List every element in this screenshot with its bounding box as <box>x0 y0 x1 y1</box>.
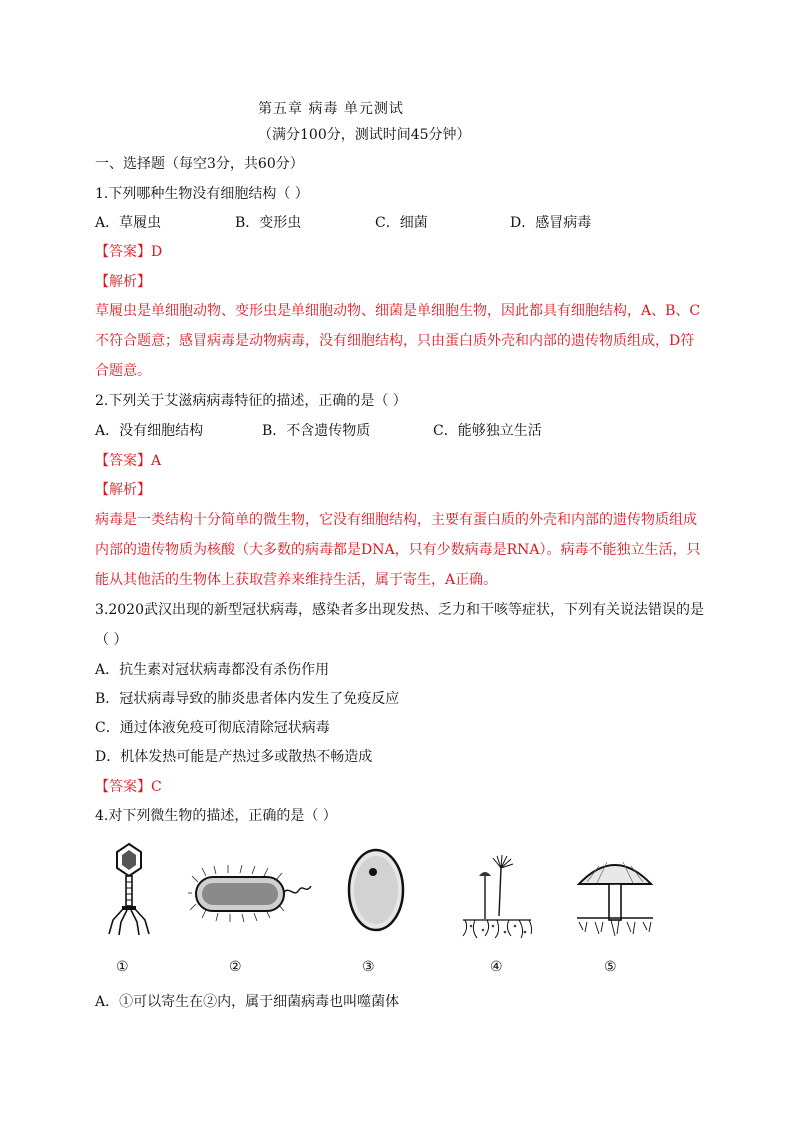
q1-analysis-line-3: 合题意。 <box>95 363 151 379</box>
q1-option-b: B．变形虫 <box>235 215 302 231</box>
bacterium-image <box>188 864 313 924</box>
figure-label-4: ④ <box>490 959 503 975</box>
question-4-stem: 4.对下列微生物的描述，正确的是（ ） <box>95 808 337 824</box>
section-heading: 一、选择题（每空3分，共60分） <box>95 156 304 172</box>
q1-analysis-line-2: 不符合题意；感冒病毒是动物病毒，没有细胞结构，只由蛋白质外壳和内部的遗传物质组成，D符 <box>95 333 695 349</box>
question-3-stem-paren: （ ） <box>95 632 128 648</box>
figure-label-2: ② <box>229 959 242 975</box>
figure-label-1: ① <box>116 959 129 975</box>
question-1-stem: 1.下列哪种生物没有细胞结构（ ） <box>95 186 309 202</box>
q2-analysis-line-1: 病毒是一类结构十分简单的微生物，它没有细胞结构，主要有蛋白质的外壳和内部的遗传物质组成 <box>95 512 697 528</box>
q2-option-b: B．不含遗传物质 <box>262 423 371 439</box>
q3-option-b: B．冠状病毒导致的肺炎患者体内发生了免疫反应 <box>95 691 400 707</box>
q3-option-d: D．机体发热可能是产热过多或散热不畅造成 <box>95 749 373 765</box>
bacteriophage-image <box>105 842 153 937</box>
mushroom-image <box>575 852 655 940</box>
q4-option-a: A．①可以寄生在②内，属于细菌病毒也叫噬菌体 <box>95 994 400 1010</box>
q2-analysis-label: 【解析】 <box>95 482 151 498</box>
q2-answer: 【答案】A <box>95 453 162 469</box>
q3-option-a: A．抗生素对冠状病毒都没有杀伤作用 <box>95 662 330 678</box>
q1-analysis-line-1: 草履虫是单细胞动物、变形虫是单细胞动物、细菌是单细胞生物，因此都具有细胞结构，A、B、C <box>95 303 701 319</box>
q2-option-c: C．能够独立生活 <box>433 423 542 439</box>
q1-analysis-label: 【解析】 <box>95 274 151 290</box>
question-2-stem: 2.下列关于艾滋病病毒特征的描述，正确的是（ ） <box>95 393 407 409</box>
page-title: 第五章 病毒 单元测试 <box>258 101 404 117</box>
q1-option-a: A．草履虫 <box>95 215 162 231</box>
yeast-cell-image <box>346 848 406 933</box>
question-3-stem: 3.2020武汉出现的新型冠状病毒，感染者多出现发热、乏力和干咳等症状，下列有关说法错误的是 <box>95 602 704 618</box>
q3-option-c: C．通过体液免疫可彻底清除冠状病毒 <box>95 720 330 736</box>
q2-analysis-line-3: 能从其他活的生物体上获取营养来维持生活，属于寄生，A正确。 <box>95 572 498 588</box>
figure-label-5: ⑤ <box>604 959 617 975</box>
q2-option-a: A．没有细胞结构 <box>95 423 204 439</box>
q1-answer: 【答案】D <box>95 244 163 260</box>
q1-option-c: C．细菌 <box>375 215 428 231</box>
mold-image <box>461 854 536 939</box>
q1-option-d: D．感冒病毒 <box>510 215 592 231</box>
figure-label-3: ③ <box>362 959 375 975</box>
q3-answer: 【答案】C <box>95 779 162 795</box>
page-subtitle: （满分100分，测试时间45分钟） <box>258 127 471 143</box>
q2-analysis-line-2: 内部的遗传物质为核酸（大多数的病毒都是DNA，只有少数病毒是RNA）。病毒不能独立生活，只 <box>95 542 701 558</box>
